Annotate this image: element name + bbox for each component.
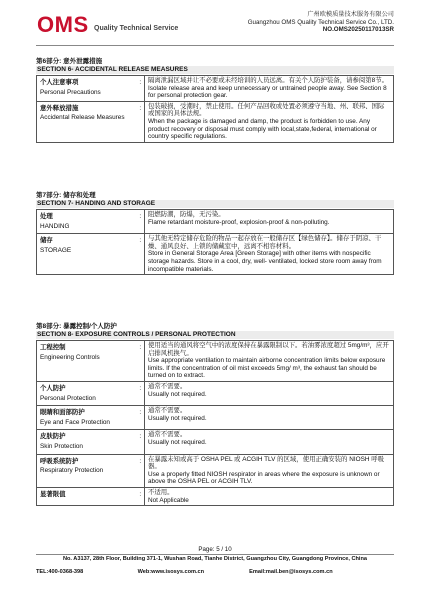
table-row: 意外释放措施 Accidental Release Measures : 包装破损，受潮时，禁止使用。任何产品回收或处置必须遵守当地、州、联邦、国际或国家的具体法规。 When the package is damaged and damp, the product is forbidden to use. Any product recovery or disposal must comply with local,state,federal, international or country specific regulations. xyxy=(37,101,394,142)
row-label-cn: 工程控制 xyxy=(40,344,66,351)
row-value-en: Use a properly fitted NIOSH respirator in areas where the exposure is unknown or above the OSHA PEL or ACGIH TLV. xyxy=(148,470,380,486)
section-8-title-cn: 第8部分: 暴露控制/个人防护 xyxy=(36,323,117,330)
row-label-en: Respiratory Protection xyxy=(40,467,104,475)
row-label-cn: 眼睛和面部防护 xyxy=(40,409,85,417)
row-value-en: Isolate release area and keep unnecessary or untrained people away. See Section 8 for personal protection gear. xyxy=(148,84,387,100)
row-label-en: Engineering Controls xyxy=(40,353,100,361)
document-header xyxy=(0,0,430,46)
row-value-cn: 通常不需要。 xyxy=(148,407,187,415)
table-row: 皮肤防护 Skin Protection : 通常不需要。 Usually not required. xyxy=(37,430,394,454)
row-label-en: Personal Precautions xyxy=(40,88,101,96)
contact-tel: TEL:400-0368-398 xyxy=(36,569,84,575)
table-row: 储存 STORAGE : 与其他无特定储存危险的物品一起存放在一般储存区【绿色储存】。储存于阴凉、干燥、通风良好、上锁的储藏室中，远离不相容材料。 Store in General Storage Area [Green Storage] with other items with nospecific storage hazards. Store in a cool, dry, well- ventilated, locked store room away from incompatible materials. xyxy=(37,234,394,275)
table-row: 工程控制 Engineering Controls : 使用适当的通风将空气中的浓度保持在暴露限制以下。若油雾浓度超过 5mg/m³，应开启排风机换气。 Use appropriate ventilation to maintain airborne concentration limits below exposure limits. If the concentration of oil mist exceeds 5mg/ m³, the exhaust fan should be turned on to extract. xyxy=(37,341,394,382)
row-label-cn: 呼吸系统防护 xyxy=(40,457,79,465)
row-label-cn: 处理 xyxy=(40,213,53,220)
row-label-cn: 个人注意事项 xyxy=(40,79,79,86)
row-label-en: Accidental Release Measures xyxy=(40,114,125,122)
row-value-cn: 包装破损，受潮时，禁止使用。任何产品回收或处置必须遵守当地、州、联邦、国际或国家的具体法规。 xyxy=(148,102,385,118)
section-7-title-en: SECTION 7- HANDING AND STORAGE xyxy=(36,200,394,208)
company-name-cn: 广州欧模质量技术服务有限公司 xyxy=(307,11,394,18)
row-value-en: Usually not required. xyxy=(148,414,207,422)
table-row: 个人注意事项 Personal Precautions : 隔离泄漏区域并让不必要或未经培训的人员远离。有关个人防护装备，请参阅第8节。 Isolate release area and keep unnecessary or untrained people away. See Section 8 for personal protection gear. xyxy=(37,76,394,102)
row-label-cn: 显著限值 xyxy=(40,490,66,498)
contact-info xyxy=(36,569,394,575)
company-name-en: Guangzhou OMS Quality Technical Service Co., LTD. xyxy=(247,18,394,26)
section-6 xyxy=(36,58,394,143)
row-value-en: Usually not required. xyxy=(148,390,207,398)
row-label-en: Skin Protection xyxy=(40,442,83,450)
row-value-cn: 与其他无特定储存危险的物品一起存放在一般储存区【绿色储存】。储存于阴凉、干燥、通风良好、上锁的储藏室中，远离不相容材料。 xyxy=(148,235,382,250)
row-label-cn: 个人防护 xyxy=(40,384,66,392)
table-row: 眼睛和面部防护 Eye and Face Protection : 通常不需要。 Usually not required. xyxy=(37,406,394,430)
section-8-title-en: SECTION 8- EXPOSURE CONTROLS / PERSONAL PROTECTION xyxy=(36,331,394,339)
header-divider xyxy=(36,45,394,46)
table-row: 处理 HANDING : 阻燃防潮，防爆，无污染。 Flame retardant moisture-proof, explosion-proof & non-polluting. xyxy=(37,210,394,234)
company-info xyxy=(248,11,394,34)
contact-web: Web:www.isosys.com.cn xyxy=(137,569,205,575)
section-6-table xyxy=(36,75,394,143)
row-label-en: Eye and Face Protection xyxy=(40,418,110,426)
row-label-en: Personal Protection xyxy=(40,394,96,402)
row-value-cn: 不适用。 xyxy=(148,488,174,496)
section-6-title-en: SECTION 6- ACCIDENTAL RELEASE MEASURES xyxy=(36,66,394,74)
row-value-cn: 隔离泄漏区域并让不必要或未经培训的人员远离。有关个人防护装备，请参阅第8节。 xyxy=(148,77,389,84)
table-row: 显著限值 : 不适用。 Not Applicable xyxy=(37,487,394,505)
row-label-cn: 储存 xyxy=(40,237,53,245)
row-label-en: STORAGE xyxy=(40,246,72,254)
report-number: NO.OMS20250117013SR xyxy=(322,26,394,34)
contact-email: Email:mail.ben@isosys.com.cn xyxy=(249,569,333,575)
row-label-cn: 皮肤防护 xyxy=(40,433,66,441)
row-value-cn: 在暴露未知或高于 OSHA PEL 或 ACGIH TLV 的区域，使用正确安装的 NIOSH 呼吸器。 xyxy=(148,455,385,471)
section-7-table xyxy=(36,209,394,275)
row-value-cn: 使用适当的通风将空气中的浓度保持在暴露限制以下。若油雾浓度超过 5mg/m³，应开启排风机换气。 xyxy=(148,342,389,357)
row-value-cn: 通常不需要。 xyxy=(148,431,187,439)
logo-subtitle: Quality Technical Service xyxy=(94,25,179,32)
company-address: No. A3137, 28th Floor, Building 371-1, Wushan Road, Tianhe District, Guangzhou City, Guangdong Province, China xyxy=(62,556,368,562)
footer-divider xyxy=(36,554,394,555)
row-value-en: Store in General Storage Area [Green Storage] with other items with nospecific storage hazards. Store in a cool, dry, well- ventilated, locked store room away from incompatible materials. xyxy=(148,250,382,273)
row-label-en: HANDING xyxy=(40,222,70,230)
section-8-table xyxy=(36,340,394,506)
company-logo: OMS xyxy=(37,12,89,37)
section-8 xyxy=(36,323,394,506)
section-7 xyxy=(36,192,394,275)
row-value-en: Use appropriate ventilation to maintain airborne concentration limits below exposure limits. If the concentration of oil mist exceeds 5mg/ m³, the exhaust fan should be turned on to extract. xyxy=(148,357,386,380)
section-7-title-cn: 第7部分: 储存和处理 xyxy=(36,192,96,199)
table-row: 呼吸系统防护 Respiratory Protection : 在暴露未知或高于 OSHA PEL 或 ACGIH TLV 的区域，使用正确安装的 NIOSH 呼吸器。 Use a properly fitted NIOSH respirator in areas where the exposure is unknown or above the OSHA PEL or ACGIH TLV. xyxy=(37,454,394,487)
row-value-cn: 通常不需要。 xyxy=(148,382,187,390)
section-6-title-cn: 第6部分: 意外泄露措施 xyxy=(36,58,103,65)
table-row: 个人防护 Personal Protection : 通常不需要。 Usually not required. xyxy=(37,381,394,405)
row-value-cn: 阻燃防潮，防爆，无污染。 xyxy=(148,211,225,218)
row-label-cn: 意外释放措施 xyxy=(40,104,79,112)
row-value-en: Not Applicable xyxy=(148,496,189,504)
page-number: Page: 5 / 10 xyxy=(198,546,232,553)
row-value-en: Usually not required. xyxy=(148,438,207,446)
row-value-en: When the package is damaged and damp, the product is forbidden to use. Any product recovery or disposal must comply with local,state,federal, international or country specific regulations. xyxy=(148,117,377,141)
row-value-en: Flame retardant moisture-proof, explosion-proof & non-polluting. xyxy=(148,218,330,226)
